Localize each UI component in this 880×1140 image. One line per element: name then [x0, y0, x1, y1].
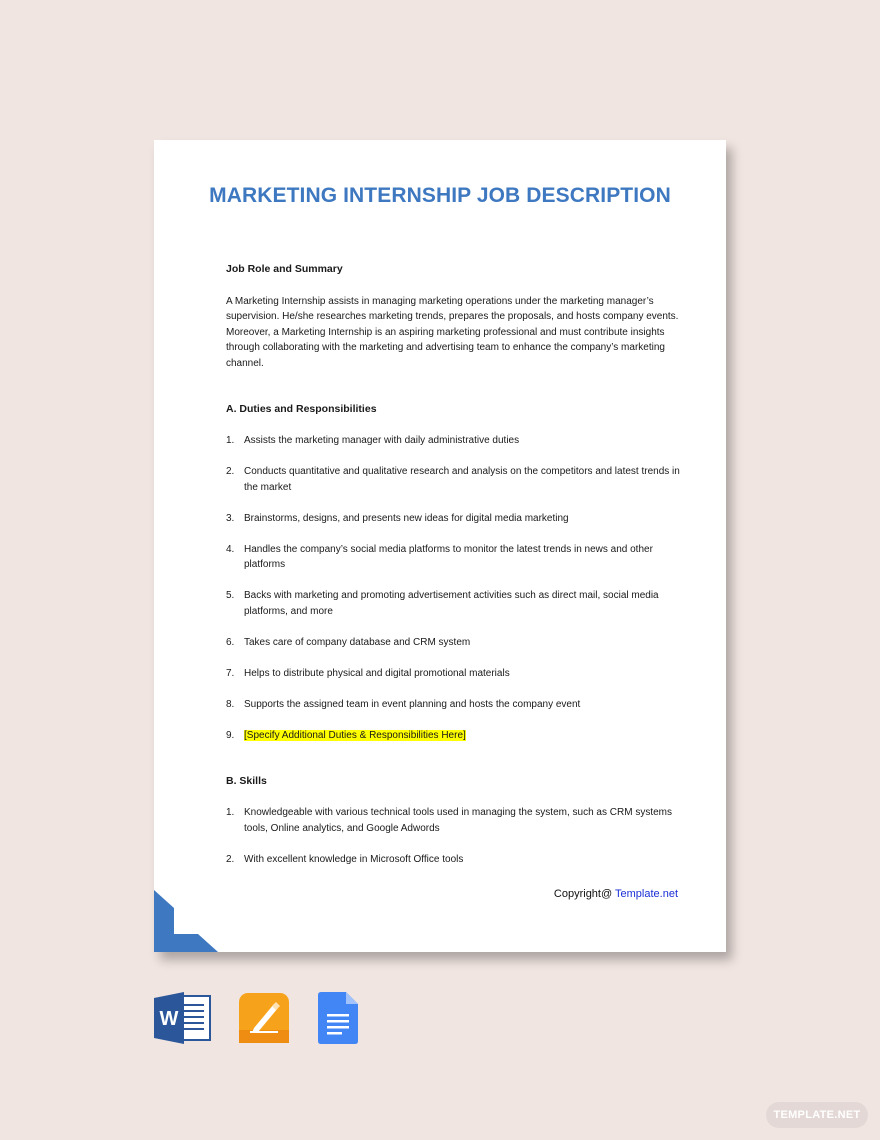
- list-item: 2. With excellent knowledge in Microsoft Office tools: [226, 853, 464, 865]
- section-heading-job-role: Job Role and Summary: [226, 263, 343, 275]
- section-heading-duties: A. Duties and Responsibilities: [226, 403, 377, 415]
- section-heading-skills: B. Skills: [226, 775, 267, 787]
- document-page: [154, 140, 726, 952]
- copyright-line: Copyright@ Template.net: [553, 888, 678, 900]
- highlighted-placeholder: [Specify Additional Duties & Responsibilities Here]: [244, 729, 466, 741]
- document-title: MARKETING INTERNSHIP JOB DESCRIPTION: [209, 184, 671, 207]
- list-item: 8. Supports the assigned team in event planning and hosts the company event: [226, 698, 581, 710]
- list-item: 1. Knowledgeable with various technical tools used in managing the system, such as CRM systems tools, Online analytics, and Google Adwords: [226, 807, 672, 834]
- google-docs-icon[interactable]: [318, 992, 358, 1044]
- svg-text:W: W: [159, 1008, 179, 1030]
- pages-icon[interactable]: [238, 992, 290, 1044]
- copyright-link[interactable]: Template.net: [615, 888, 678, 900]
- word-icon[interactable]: [154, 992, 212, 1044]
- skills-list: [226, 805, 686, 867]
- list-item: 3. Brainstorms, designs, and presents new ideas for digital media marketing: [226, 512, 569, 524]
- list-item: 7. Helps to distribute physical and digital promotional materials: [226, 667, 510, 679]
- list-item: 4. Handles the company’s social media platforms to monitor the latest trends in news and other platforms: [226, 543, 653, 570]
- duties-list: [226, 433, 686, 743]
- list-item: 2. Conducts quantitative and qualitative research and analysis on the competitors and latest trends in the market: [226, 466, 680, 493]
- corner-decoration: [154, 890, 218, 952]
- summary-paragraph: A Marketing Internship assists in managing marketing operations under the marketing manager’s supervision. He/she researches marketing trends, prepares the proposals, and hosts company events. Moreover, a Marketing Internship is an aspiring marketing professional and must contribute insights through collaborating with the marketing and advertising team to enhance the company’s marketing channel.: [226, 295, 679, 369]
- list-item: 5. Backs with marketing and promoting advertisement activities such as direct mail, social media platforms, and more: [226, 590, 659, 617]
- list-item: 6. Takes care of company database and CRM system: [226, 636, 471, 648]
- list-item: 9. [Specify Additional Duties & Responsibilities Here]: [226, 729, 466, 741]
- list-item: 1. Assists the marketing manager with daily administrative duties: [226, 435, 520, 446]
- watermark-badge: TEMPLATE.NET: [766, 1102, 868, 1128]
- document-body: [226, 262, 686, 883]
